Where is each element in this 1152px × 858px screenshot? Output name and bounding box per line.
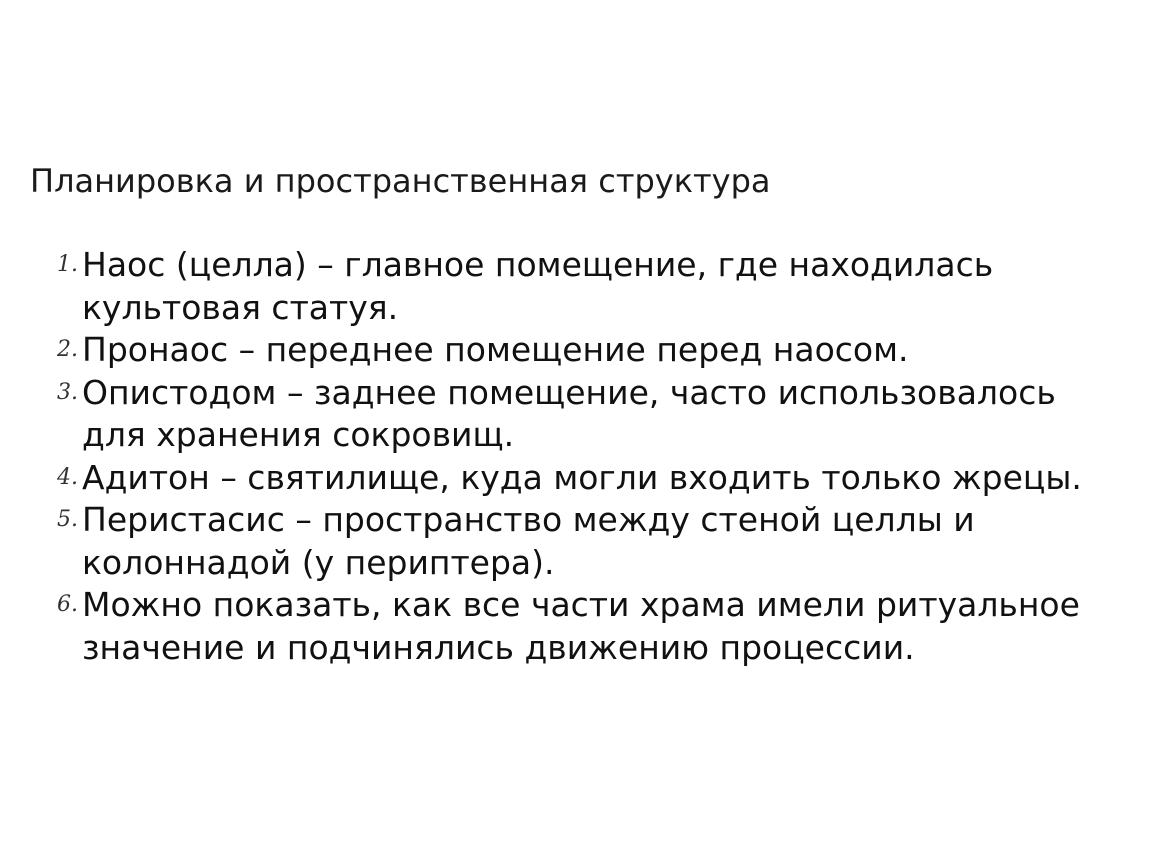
list-item-text: Перистасис – пространство между стеной целлы и колоннадой (у периптера).	[82, 500, 975, 582]
list-item-text: Пронаос – переднее помещение перед наосом.	[82, 330, 909, 369]
list-item	[40, 244, 1110, 329]
list-item-text: Адитон – святилище, куда могли входить только жрецы.	[82, 457, 1082, 497]
list-number: 4.	[57, 464, 78, 490]
list-item	[40, 584, 1110, 669]
slide-heading: Планировка и пространственная структура	[30, 162, 771, 200]
list-number: 5.	[57, 507, 78, 532]
list-item	[40, 372, 1110, 457]
list-item-text: Опистодом – заднее помещение, часто использовалось для хранения сокровищ.	[82, 372, 1056, 454]
list-number: 1.	[57, 252, 78, 277]
list-number: 2.	[57, 337, 78, 362]
numbered-list	[40, 244, 1110, 669]
list-item	[40, 457, 1110, 500]
list-item	[40, 329, 1110, 372]
list-item	[40, 499, 1110, 584]
list-number: 6.	[57, 592, 78, 617]
list-item-text: Наос (целла) – главное помещение, где находилась культовая статуя.	[82, 245, 994, 327]
list-number: 3.	[57, 379, 78, 405]
list-item-text: Можно показать, как все части храма имели ритуальное значение и подчинялись движению процессии.	[82, 585, 1080, 667]
